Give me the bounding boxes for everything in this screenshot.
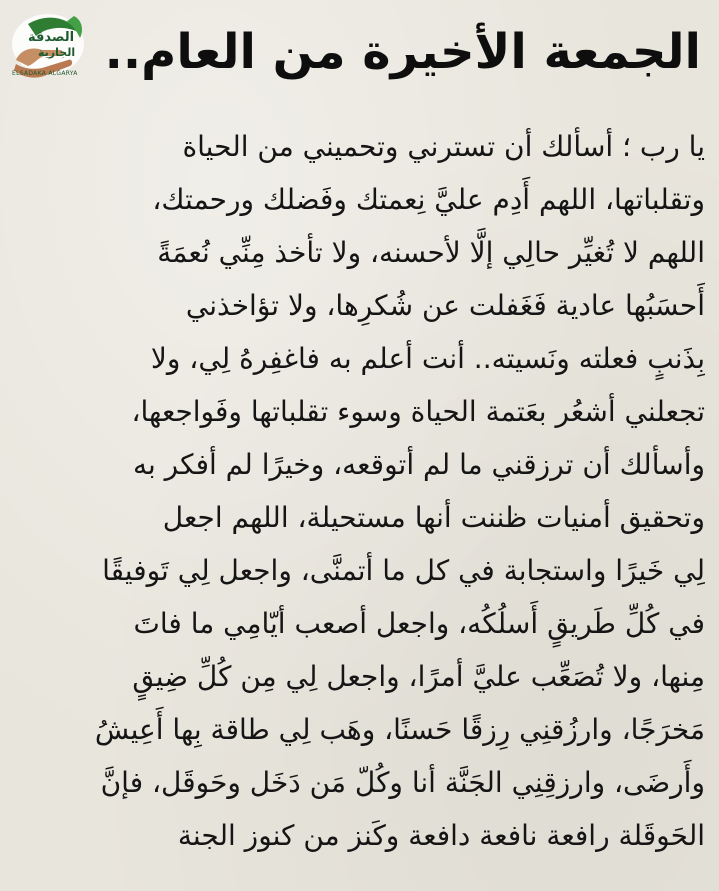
text-line: وأَرضَى، وارزقِنِي الجَنَّة أنا وكُلّ مَن دَخَل وحَوقَل، فإنَّ <box>100 766 705 799</box>
logo-caption: ELSADAKA ALGARYA <box>12 70 78 77</box>
prayer-text <box>20 120 705 862</box>
logo-name-line-1: الصدقة <box>28 30 75 45</box>
text-line: يا رب ؛ أسألك أن تسترني وتحميني من الحياة <box>182 130 705 163</box>
page-title: الجمعة الأخيرة من العام.. <box>104 24 701 80</box>
text-line: وأسألك أن ترزقني ما لم أتوقعه، وخيرًا لم أفكر به <box>132 448 705 481</box>
text-line: وتحقيق أمنيات ظننت أنها مستحيلة، اللهم اجعل <box>162 501 705 534</box>
text-line: مِنها، ولا تُصَعِّب عليَّ أمرًا، واجعل لِي مِن كُلِّ ضِيقٍ <box>132 660 705 693</box>
text-line: في كُلِّ طَريقٍ أَسلُكُه، واجعل أصعب أيّامِي ما فاتَ <box>133 607 705 640</box>
logo-name-line-2: الجارية <box>38 46 76 59</box>
text-line: بِذَنبٍ فعلته ونَسيته.. أنت أعلم به فاغفِرهُ لِي، ولا <box>150 342 705 375</box>
text-line: وتقلباتها، اللهم أَدِم عليَّ نِعمتك وفَضلك ورحمتك، <box>152 183 705 216</box>
text-line: أَحسَبُها عادية فَغَفلت عن شُكرِها، ولا تؤاخذني <box>185 289 705 322</box>
text-line: اللهم لا تُغيِّر حالِي إلَّا لأحسنه، ولا تأخذ مِنِّي نُعمَةً <box>157 236 705 269</box>
text-line: الحَوقَلة رافعة نافعة دافعة وكَنز من كنوز الجنة <box>177 819 705 852</box>
text-line: مَخرَجًا، وارزُقنِي رِزقًا حَسنًا، وهَب لِي طاقة بِها أَعِيشُ <box>94 713 705 746</box>
text-line: تجعلني أشعُر بعَتمة الحياة وسوء تقلباتها وفَواجعها، <box>131 395 705 428</box>
text-line: لِي خَيرًا واستجابة في كل ما أتمنَّى، واجعل لِي تَوفيقًا <box>102 554 705 587</box>
